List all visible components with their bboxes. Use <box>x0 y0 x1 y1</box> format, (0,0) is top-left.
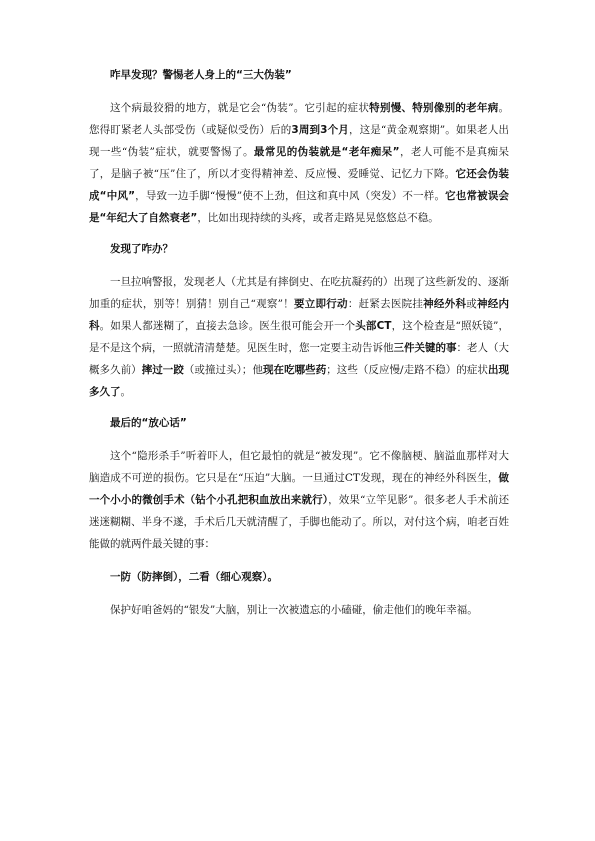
emphasis-text: 三件关键的事 <box>393 342 457 354</box>
emphasis-text: 现在吃哪些药 <box>262 364 327 376</box>
body-paragraph <box>89 271 509 403</box>
text-run: ，比如出现持续的头疼，或者走路晃晃悠悠总不稳。 <box>197 212 439 224</box>
text-run: ，老人可能不是真痴呆了，是脑子被“压”住了，所以才变得精神差、反应慢、爱睡觉、记忆力下降。 <box>89 146 509 180</box>
emphasis-text: 3周到3个月 <box>291 124 349 136</box>
emphasis-text: 出现多久了 <box>89 364 510 398</box>
emphasis-text: 特别慢、特别像别的老年病 <box>369 102 499 114</box>
emphasis-text: 它也常被误会是“年纪大了自然衰老” <box>89 190 509 224</box>
emphasis-text: 最常见的伪装就是“老年痴呆” <box>253 146 400 158</box>
text-run: ；这些（反应慢/走路不稳）的症状 <box>326 364 488 376</box>
text-run: 。如果人都迷糊了，直接去急诊。医生很可能会开一个 <box>99 320 356 332</box>
text-run: 保护好咱爸妈的“银发”大脑，别让一次被遗忘的小磕碰，偷走他们的晚年幸福。 <box>110 604 478 616</box>
text-run: ：赶紧去医院挂 <box>347 298 424 310</box>
text-run: 一旦拉响警报，发现老人（尤其是有摔倒史、在吃抗凝药的）出现了这些新发的、逐渐加重的症状，别等！别猜！别自己“观察”！ <box>89 276 509 310</box>
text-run: 。您得盯紧老人头部受伤（或疑似受伤）后的 <box>89 102 509 136</box>
emphasis-text: 它还会伪装成“中风” <box>89 168 510 202</box>
text-run: ，这是“黄金观察期”。如果老人出现一些“伪装”症状，就要警惕了。 <box>89 124 509 158</box>
text-run: ，效果“立竿见影”。很多老人手术前还迷迷糊糊、半身不遂，手术后几天就清醒了，手脚也能动了。所以，对付这个病，咱老百姓能做的就两件最关键的事： <box>89 494 509 550</box>
body-paragraph <box>89 445 509 555</box>
text-run: （或撞过头）；他 <box>183 364 263 376</box>
text-run: 这个“隐形杀手”听着吓人，但它最怕的就是“被发现”。它不像脑梗、脑溢血那样对大脑造成不可逆的损伤。它只是在“压迫”大脑。一旦通过CT发现，现在的神经外科医生， <box>89 450 509 484</box>
section-heading: 最后的“放心话” <box>110 417 187 429</box>
emphasis-text: 做一个小小的微创手术（钻个小孔把积血放出来就行） <box>89 472 509 506</box>
section-heading: 发现了咋办？ <box>110 243 173 255</box>
text-run: 。 <box>120 386 131 398</box>
emphasis-text: 头部CT <box>355 320 392 332</box>
body-paragraph <box>89 566 509 588</box>
emphasis-text: 一防（防摔倒），二看（细心观察）。 <box>110 571 278 583</box>
text-run: 这个病最狡猾的地方，就是它会“伪装”。它引起的症状 <box>110 102 370 114</box>
emphasis-text: 要立即行动 <box>294 298 348 310</box>
emphasis-text: 摔过一跤 <box>141 364 184 376</box>
text-run: ，导致一边手脚“慢慢”使不上劲，但这和真中风（突发）不一样。 <box>135 190 446 202</box>
text-run: ，这个检查是“照妖镜”，是不是这个病，一照就清清楚楚。见医生时，您一定要主动告诉他 <box>89 320 509 354</box>
article-body <box>89 66 509 632</box>
section-heading: 咋早发现？警惕老人身上的“三大伪装” <box>110 69 292 81</box>
emphasis-text: 神经外科 <box>423 298 467 310</box>
text-run: 或 <box>466 298 477 310</box>
body-paragraph <box>89 599 509 621</box>
text-run: ：老人（大概多久前） <box>89 342 509 376</box>
emphasis-text: 神经内科 <box>89 298 510 332</box>
body-paragraph <box>89 97 509 229</box>
